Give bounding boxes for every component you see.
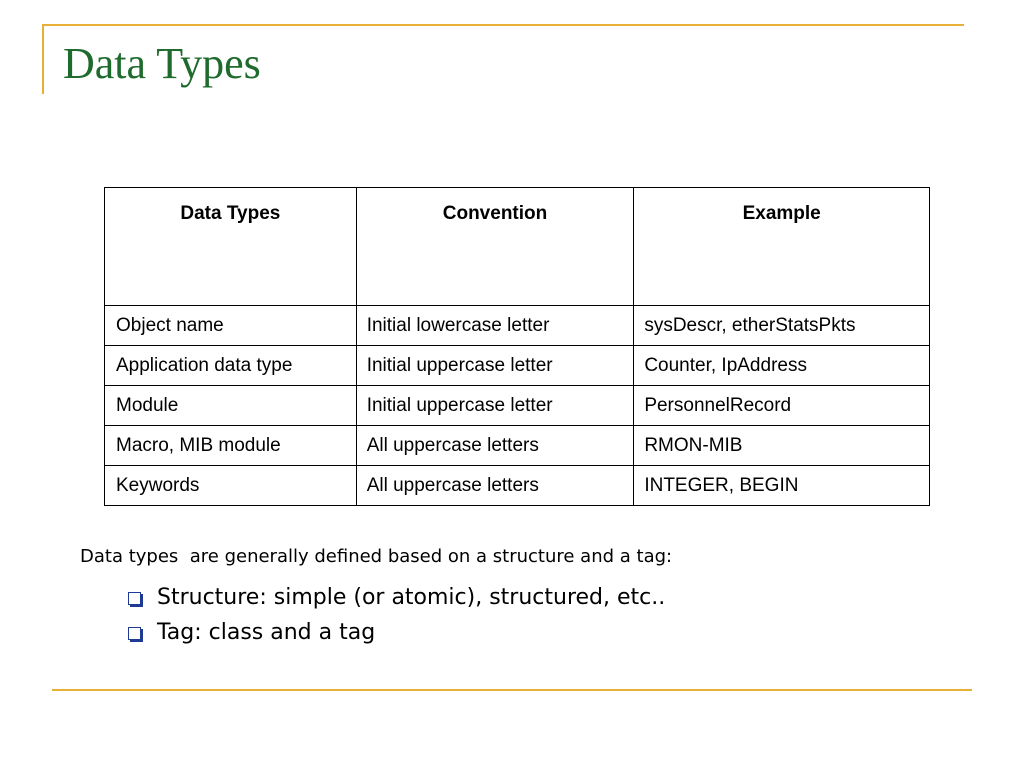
cell-convention: Initial uppercase letter: [356, 386, 634, 426]
cell-convention: Initial uppercase letter: [356, 346, 634, 386]
bullet-list: [128, 580, 665, 650]
bullet-text: Tag: class and a tag: [157, 620, 376, 645]
table-row: [105, 386, 930, 426]
cell-example: INTEGER, BEGIN: [634, 466, 930, 506]
header-data-types: Data Types: [105, 188, 357, 306]
cell-convention: All uppercase letters: [356, 466, 634, 506]
bullet-item-structure: [128, 580, 665, 615]
body-paragraph: Data types are generally defined based on a structure and a tag:: [80, 546, 673, 567]
left-accent-rule: [42, 24, 44, 94]
table-row: [105, 346, 930, 386]
table-row: [105, 466, 930, 506]
header-convention: Convention: [356, 188, 634, 306]
table-row: [105, 426, 930, 466]
bullet-text: Structure: simple (or atomic), structured, etc..: [157, 585, 666, 610]
cell-data-type: Application data type: [105, 346, 357, 386]
cell-example: Counter, IpAddress: [634, 346, 930, 386]
bottom-accent-rule: [52, 689, 972, 691]
table-row: [105, 306, 930, 346]
cell-example: RMON-MIB: [634, 426, 930, 466]
cell-convention: Initial lowercase letter: [356, 306, 634, 346]
cell-data-type: Macro, MIB module: [105, 426, 357, 466]
cell-example: PersonnelRecord: [634, 386, 930, 426]
slide-title: Data Types: [63, 39, 261, 88]
cell-convention: All uppercase letters: [356, 426, 634, 466]
cell-example: sysDescr, etherStatsPkts: [634, 306, 930, 346]
square-bullet-icon: [128, 627, 141, 640]
square-bullet-icon: [128, 592, 141, 605]
cell-data-type: Object name: [105, 306, 357, 346]
header-example: Example: [634, 188, 930, 306]
cell-data-type: Module: [105, 386, 357, 426]
top-accent-rule: [42, 24, 964, 26]
cell-data-type: Keywords: [105, 466, 357, 506]
data-types-table: [104, 187, 930, 506]
bullet-item-tag: [128, 615, 665, 650]
table-header-row: [105, 188, 930, 306]
